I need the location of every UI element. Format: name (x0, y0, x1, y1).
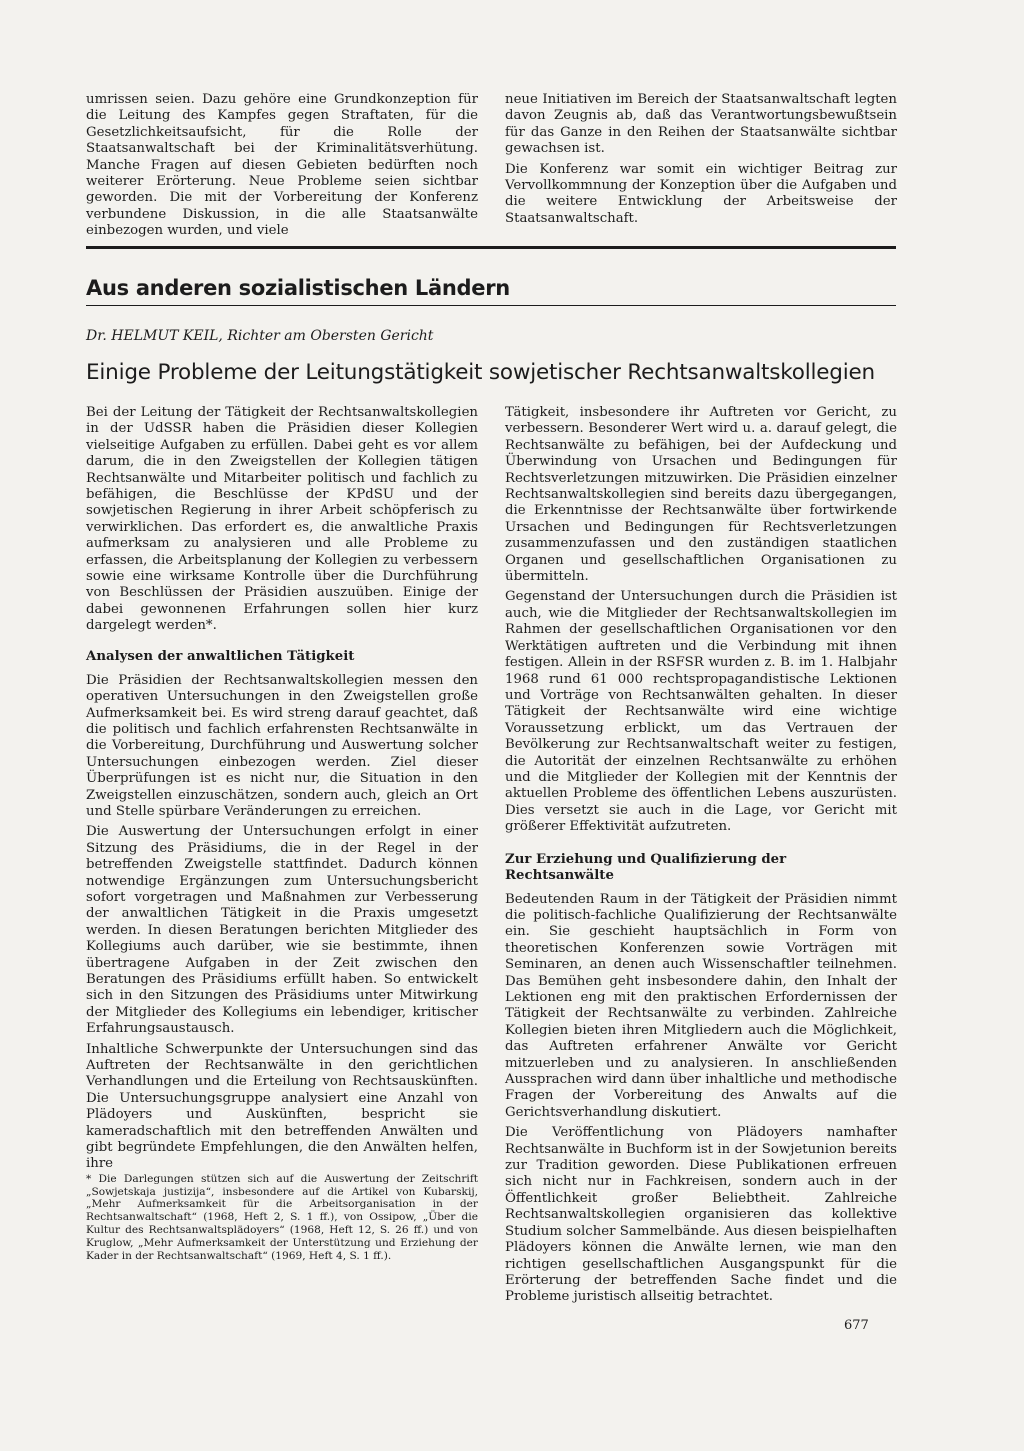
article-title: Einige Probleme der Leitungstätigkeit sowjetischer Rechtsanwaltskollegien (86, 360, 875, 385)
intro-paragraph: Bei der Leitung der Tätigkeit der Rechtsanwaltskollegien in der UdSSR haben die Präsidien dieser Kollegien vielseitige Aufgaben zu erfüllen. Dabei geht es vor allem darum, die in den Zweigstellen der Kollegien tätigen Rechtsanwälte und Mitarbeiter politisch und fachlich zu befähigen, die Beschlüsse der KPdSU und der sowjetischen Regierung in ihrer Arbeit schöpferisch zu verwirklichen. Das erfordert es, die anwaltliche Praxis aufmerksam zu analysieren und alle Probleme zu erfassen, die Arbeitsplanung der Kollegien zu verbessern sowie eine wirksame Kontrolle über die Durchführung von Beschlüssen der Präsidien auszuüben. Einige der dabei gewonnenen Erfahrungen sollen hier kurz dargelegt werden*. (86, 405, 478, 634)
section-rule-bottom (86, 305, 896, 306)
body-paragraph: Bedeutenden Raum in der Tätigkeit der Präsidien nimmt die politisch-fachliche Qualifizierung der Rechtsanwälte ein. Sie geschieht hauptsächlich in Form von theoretischen Konferenzen sowie Vorträgen mit Seminaren, an denen auch Wissenschaftler teilnehmen. Das Bemühen geht insbesondere dahin, den Inhalt der Lektionen eng mit den praktischen Erfordernissen der Tätigkeit der Rechtsanwälte zu verbinden. Zahlreiche Kollegien bieten ihren Mitgliedern auch die Möglichkeit, das Auftreten erfahrener Anwälte vor Gericht mitzuerleben und zu analysieren. In anschließenden Aussprachen wird dann über inhaltliche und methodische Fragen der Vorbereitung des Anwalts auf die Gerichtsverhandlung diskutiert. (505, 891, 897, 1120)
body-paragraph: Die Auswertung der Untersuchungen erfolgt in einer Sitzung des Präsidiums, die in der Regel in der betreffenden Zweigstelle stattfindet. Dadurch können notwendige Ergänzungen zum Untersuchungsbericht sofort vorgetragen und Maßnahmen zur Verbesserung der anwaltlichen Tätigkeit in die Praxis umgesetzt werden. In diesen Beratungen berichten Mitglieder des Kollegiums auch darüber, wie sie bestimmte, ihnen übertragene Aufgaben in der Zeit zwischen den Beratungen des Präsidiums erfüllt haben. So entwickelt sich in den Sitzungen des Präsidiums unter Mitwirkung der Mitglieder des Kollegiums ein lebendiger, kritischer Erfahrungsaustausch. (86, 824, 478, 1037)
footnote: * Die Darlegungen stützen sich auf die Auswertung der Zeitschrift „Sowjetskaja justizija“, insbesondere auf die Artikel von Kubarskij, „Mehr Aufmerksamkeit für die Arbeitsorganisation in der Rechtsanwaltschaft“ (1968, Heft 2, S. 1 ff.), von Ossipow, „Über die Kultur des Rechtsanwaltsplädoyers“ (1968, Heft 12, S. 26 ff.) und von Kruglow, „Mehr Aufmerksamkeit der Unterstützung und Erziehung der Kader in der Rechtsanwaltschaft“ (1969, Heft 4, S. 1 ff.). (86, 1172, 478, 1262)
body-paragraph: Gegenstand der Untersuchungen durch die Präsidien ist auch, wie die Mitglieder der Rechtsanwaltskollegien im Rahmen der gesellschaftlichen Organisationen vor den Werktätigen auftreten und die Verbindung mit ihnen festigen. Allein in der RSFSR wurden z. B. im 1. Halbjahr 1968 rund 61 000 rechtspropagandistische Lektionen und Vorträge von Rechtsanwälten gehalten. In dieser Tätigkeit der Rechtsanwälte wird eine wichtige Voraussetzung erblickt, um das Vertrauen der Bevölkerung zur Rechtsanwaltschaft weiter zu festigen, die Autorität der einzelnen Rechtsanwälte zu erhöhen und die Mitglieder der Kollegien mit der Kenntnis der aktuellen Probleme des öffentlichen Lebens auszurüsten. Dies versetzt sie auch in die Lage, vor Gericht mit größerer Effektivität aufzutreten. (505, 589, 897, 835)
subheading-analysen: Analysen der anwaltlichen Tätigkeit (86, 648, 355, 664)
page-number: 677 (844, 1318, 869, 1333)
top-left-paragraph: umrissen seien. Dazu gehöre eine Grundkonzeption für die Leitung des Kampfes gegen Straftaten, für die Gesetzlichkeitsaufsicht, für die Rolle der Staatsanwaltschaft bei der Kriminalitätsverhütung. Manche Fragen auf diesen Gebieten bedürften noch weiterer Erörterung. Neue Probleme seien sichtbar geworden. Die mit der Vorbereitung der Konferenz verbundene Diskussion, in die alle Staatsanwälte einbezogen wurden, und viele (86, 92, 478, 239)
body-paragraph: Die Veröffentlichung von Plädoyers namhafter Rechtsanwälte in Buchform ist in der Sowjetunion bereits zur Tradition geworden. Diese Publikationen erfreuen sich nicht nur in Fachkreisen, sondern auch in der Öffentlichkeit großer Beliebtheit. Zahlreiche Rechtsanwaltskollegien organisieren das kollektive Studium solcher Sammelbände. Aus diesen beispielhaften Plädoyers können die Anwälte lernen, wie man den richtigen gesellschaftlichen Ausgangspunkt für die Erörterung der betreffenden Sache findet und die Probleme juristisch allseitig betrachtet. (505, 1125, 897, 1305)
subheading-erziehung: Zur Erziehung und Qualifizierung der Rechtsanwälte (505, 851, 787, 883)
body-paragraph: Die Präsidien der Rechtsanwaltskollegien messen den operativen Untersuchungen in den Zweigstellen große Aufmerksamkeit bei. Es wird streng darauf geachtet, daß die politisch und fachlich erfahrensten Rechtsanwälte in die Vorbereitung, Durchführung und Auswertung solcher Untersuchungen einbezogen werden. Ziel dieser Überprüfungen ist es nicht nur, die Situation in den Zweigstellen einzuschätzen, sondern auch, gleich an Ort und Stelle spürbare Veränderungen zu erreichen. (86, 672, 478, 819)
body-paragraph: Inhaltliche Schwerpunkte der Untersuchungen sind das Auftreten der Rechtsanwälte in den gerichtlichen Verhandlungen und die Erteilung von Rechtsauskünften. Die Untersuchungsgruppe analysiert eine Anzahl von Plädoyers und Auskünften, bespricht sie kameradschaftlich mit den betreffenden Anwälten und gibt begründete Empfehlungen, die den Anwälten helfen, ihre (86, 1041, 478, 1172)
top-right-paragraph: Die Konferenz war somit ein wichtiger Beitrag zur Vervollkommnung der Konzeption über die Aufgaben und die weitere Entwicklung der Arbeitsweise der Staatsanwaltschaft. (505, 161, 897, 226)
section-heading: Aus anderen sozialistischen Ländern (86, 276, 510, 300)
author-byline: Dr. HELMUT KEIL, Richter am Obersten Gericht (86, 328, 434, 344)
article-right-column (505, 405, 897, 1306)
body-paragraph: Tätigkeit, insbesondere ihr Auftreten vor Gericht, zu verbessern. Besonderer Wert wird u. a. darauf gelegt, die Rechtsanwälte zu befähigen, bei der Aufdeckung und Überwindung von Ursachen und Bedingungen für Rechtsverletzungen mitzuwirken. Die Präsidien einzelner Rechtsanwaltskollegien sind bereits dazu übergegangen, die Erkenntnisse der Rechtsanwälte über fortwirkende Ursachen und Bedingungen für Rechtsverletzungen zusammenzufassen und den zuständigen staatlichen Organen und gesellschaftlichen Organisationen zu übermitteln. (505, 405, 897, 585)
top-right-paragraph: neue Initiativen im Bereich der Staatsanwaltschaft legten davon Zeugnis ab, daß das Verantwortungsbewußtsein für das Ganze in den Reihen der Staatsanwälte sichtbar gewachsen ist. (505, 92, 897, 157)
top-right-column (505, 92, 897, 227)
top-left-column (86, 92, 478, 240)
article-left-column (86, 405, 478, 1262)
section-rule-top (86, 246, 896, 249)
